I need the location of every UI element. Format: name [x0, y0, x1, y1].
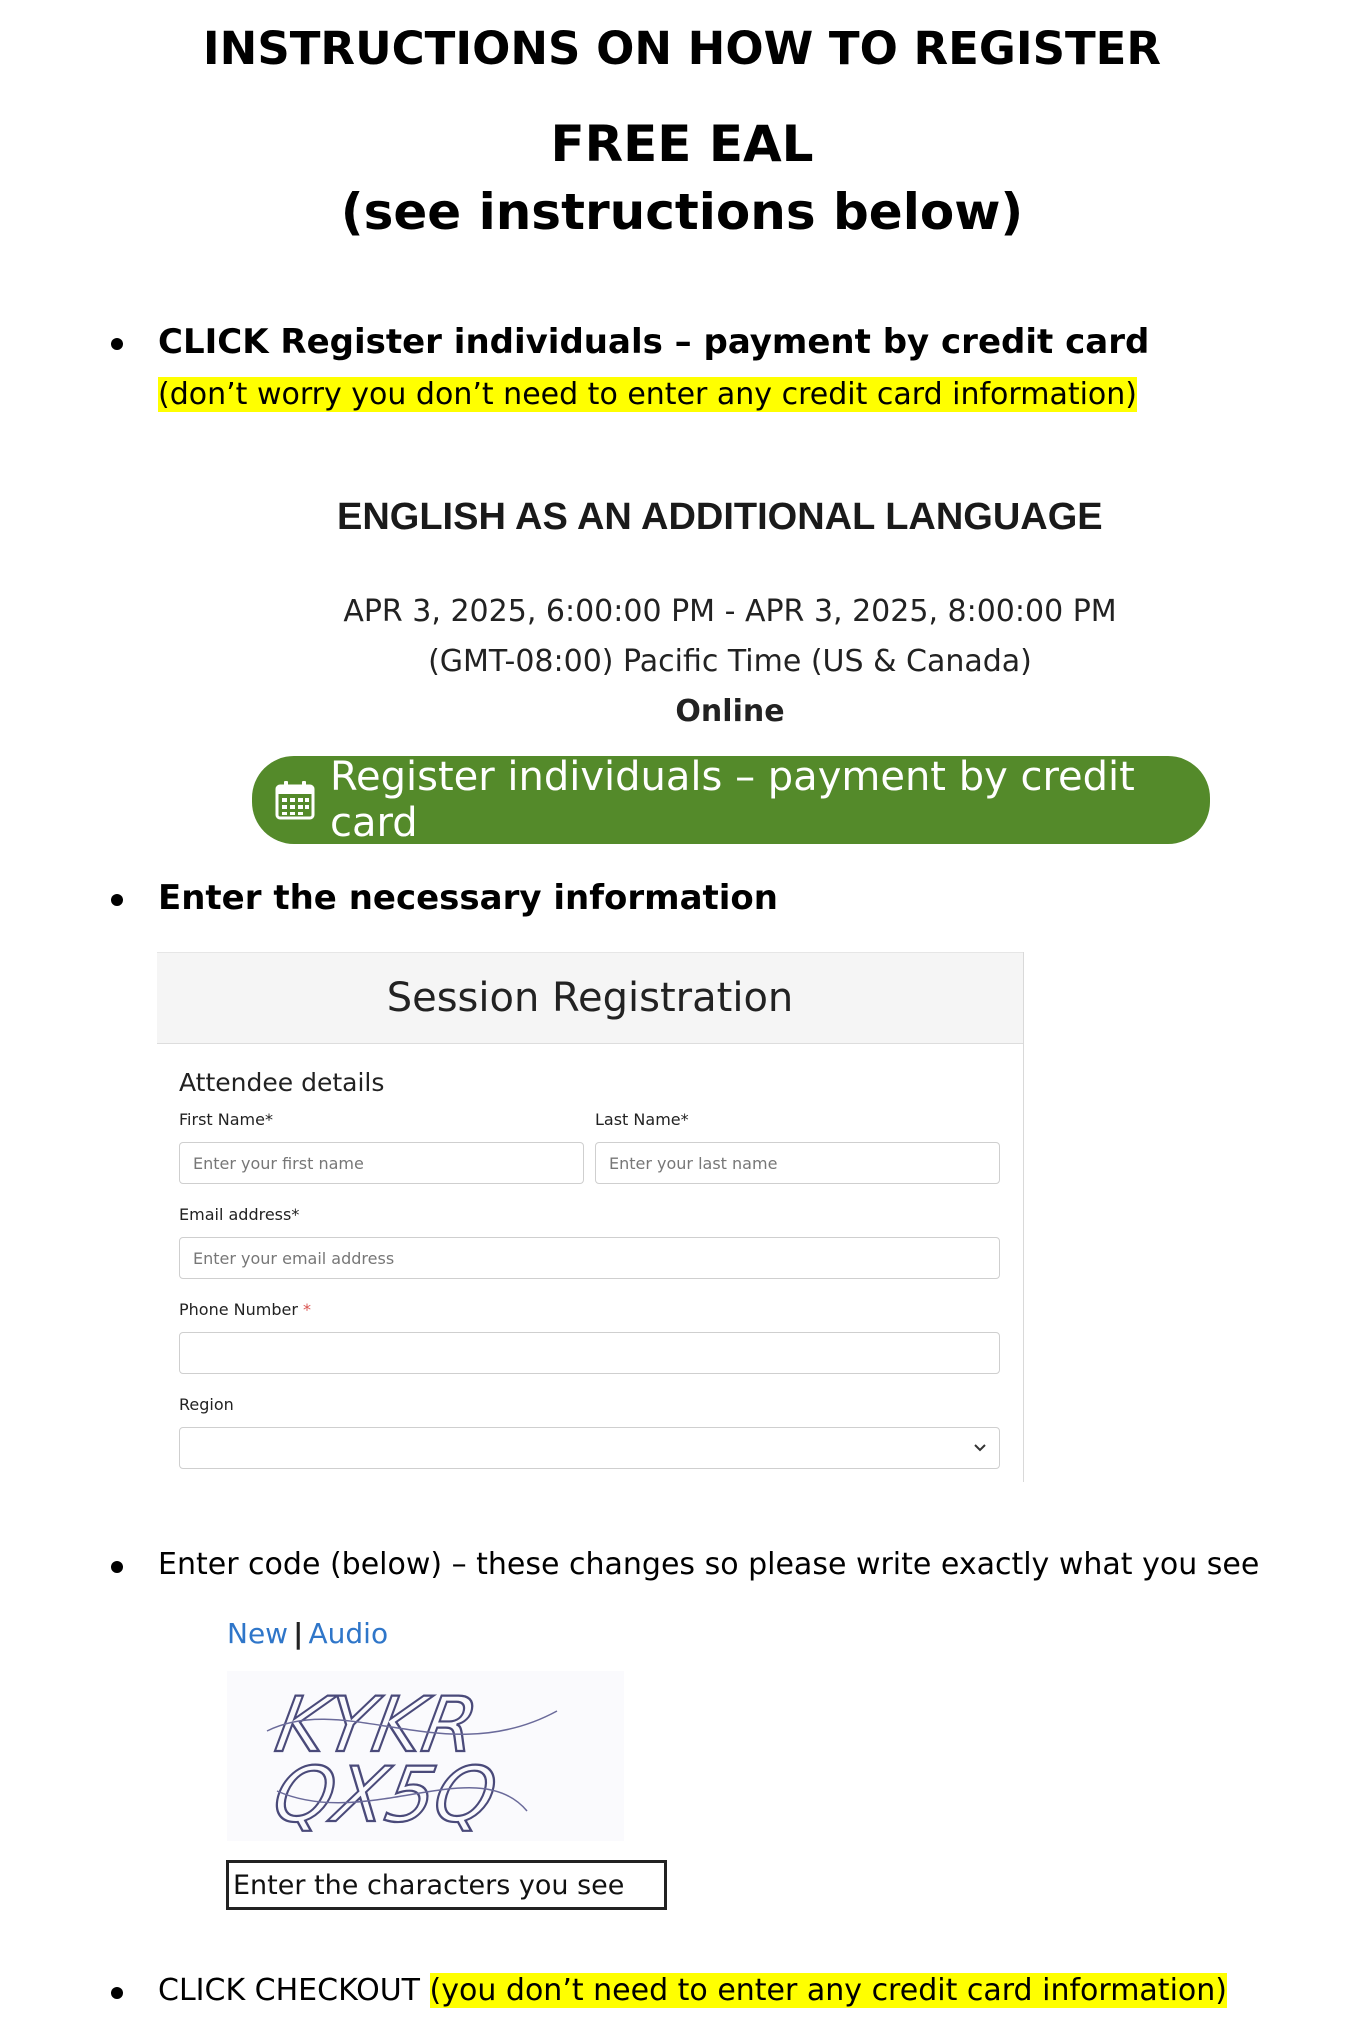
document-title: INSTRUCTIONS ON HOW TO REGISTER — [202, 22, 1162, 75]
captcha-audio-link[interactable]: Audio — [308, 1617, 389, 1650]
document-subtitle-instructions: (see instructions below) — [340, 183, 1024, 241]
captcha-line-2: QX5Q — [267, 1751, 503, 1840]
last-name-label: Last Name* — [595, 1110, 689, 1129]
event-timezone: (GMT-08:00) Pacific Time (US & Canada) — [428, 644, 1032, 679]
region-select[interactable] — [179, 1427, 1000, 1469]
region-label: Region — [179, 1395, 234, 1414]
first-name-label: First Name* — [179, 1110, 273, 1129]
last-name-input[interactable]: Enter your last name — [595, 1142, 1000, 1184]
captcha-new-link[interactable]: New — [227, 1617, 289, 1650]
captcha-image — [227, 1671, 624, 1841]
register-individuals-button[interactable] — [252, 756, 1210, 844]
event-title: ENGLISH AS AN ADDITIONAL LANGUAGE — [337, 496, 1103, 538]
session-registration-header: Session Registration — [157, 952, 1023, 1044]
email-input[interactable]: Enter your email address — [179, 1237, 1000, 1279]
step3-instruction: Enter code (below) – these changes so please write exactly what you see — [158, 1547, 1260, 1582]
bullet-icon — [111, 1561, 123, 1573]
required-asterisk: * — [303, 1300, 312, 1319]
register-button-label: Register individuals – payment by credit card — [330, 754, 1135, 846]
event-datetime: APR 3, 2025, 6:00:00 PM - APR 3, 2025, 8:00:00 PM — [343, 594, 1117, 629]
bullet-icon — [111, 1987, 123, 1999]
step2-instruction: Enter the necessary information — [158, 878, 778, 918]
email-label: Email address* — [179, 1205, 300, 1224]
document-subtitle: FREE EAL — [550, 115, 814, 173]
captcha-input[interactable]: Enter the characters you see — [226, 1860, 667, 1910]
first-name-input[interactable]: Enter your first name — [179, 1142, 584, 1184]
step1-instruction: CLICK Register individuals – payment by credit card — [158, 322, 1150, 362]
session-registration-panel — [157, 952, 1024, 1482]
chevron-down-icon — [974, 1444, 986, 1452]
step4-instruction — [158, 1973, 1227, 2008]
calendar-icon — [274, 779, 316, 821]
phone-label — [179, 1300, 311, 1319]
event-location: Online — [675, 694, 785, 729]
bullet-icon — [111, 894, 123, 906]
captcha-line-1: KYKR — [269, 1681, 485, 1770]
step4-note-highlight: (you don’t need to enter any credit card information) — [429, 1973, 1227, 2008]
step1-note-highlight: (don’t worry you don’t need to enter any credit card information) — [158, 377, 1137, 412]
captcha-separator: | — [293, 1617, 304, 1650]
phone-input[interactable] — [179, 1332, 1000, 1374]
step1-note — [158, 377, 1137, 412]
bullet-icon — [111, 338, 123, 350]
step4-text: CLICK CHECKOUT — [158, 1973, 430, 2008]
attendee-details-heading: Attendee details — [179, 1068, 385, 1097]
captcha-links — [227, 1617, 388, 1650]
phone-label-text: Phone Number — [179, 1300, 298, 1319]
